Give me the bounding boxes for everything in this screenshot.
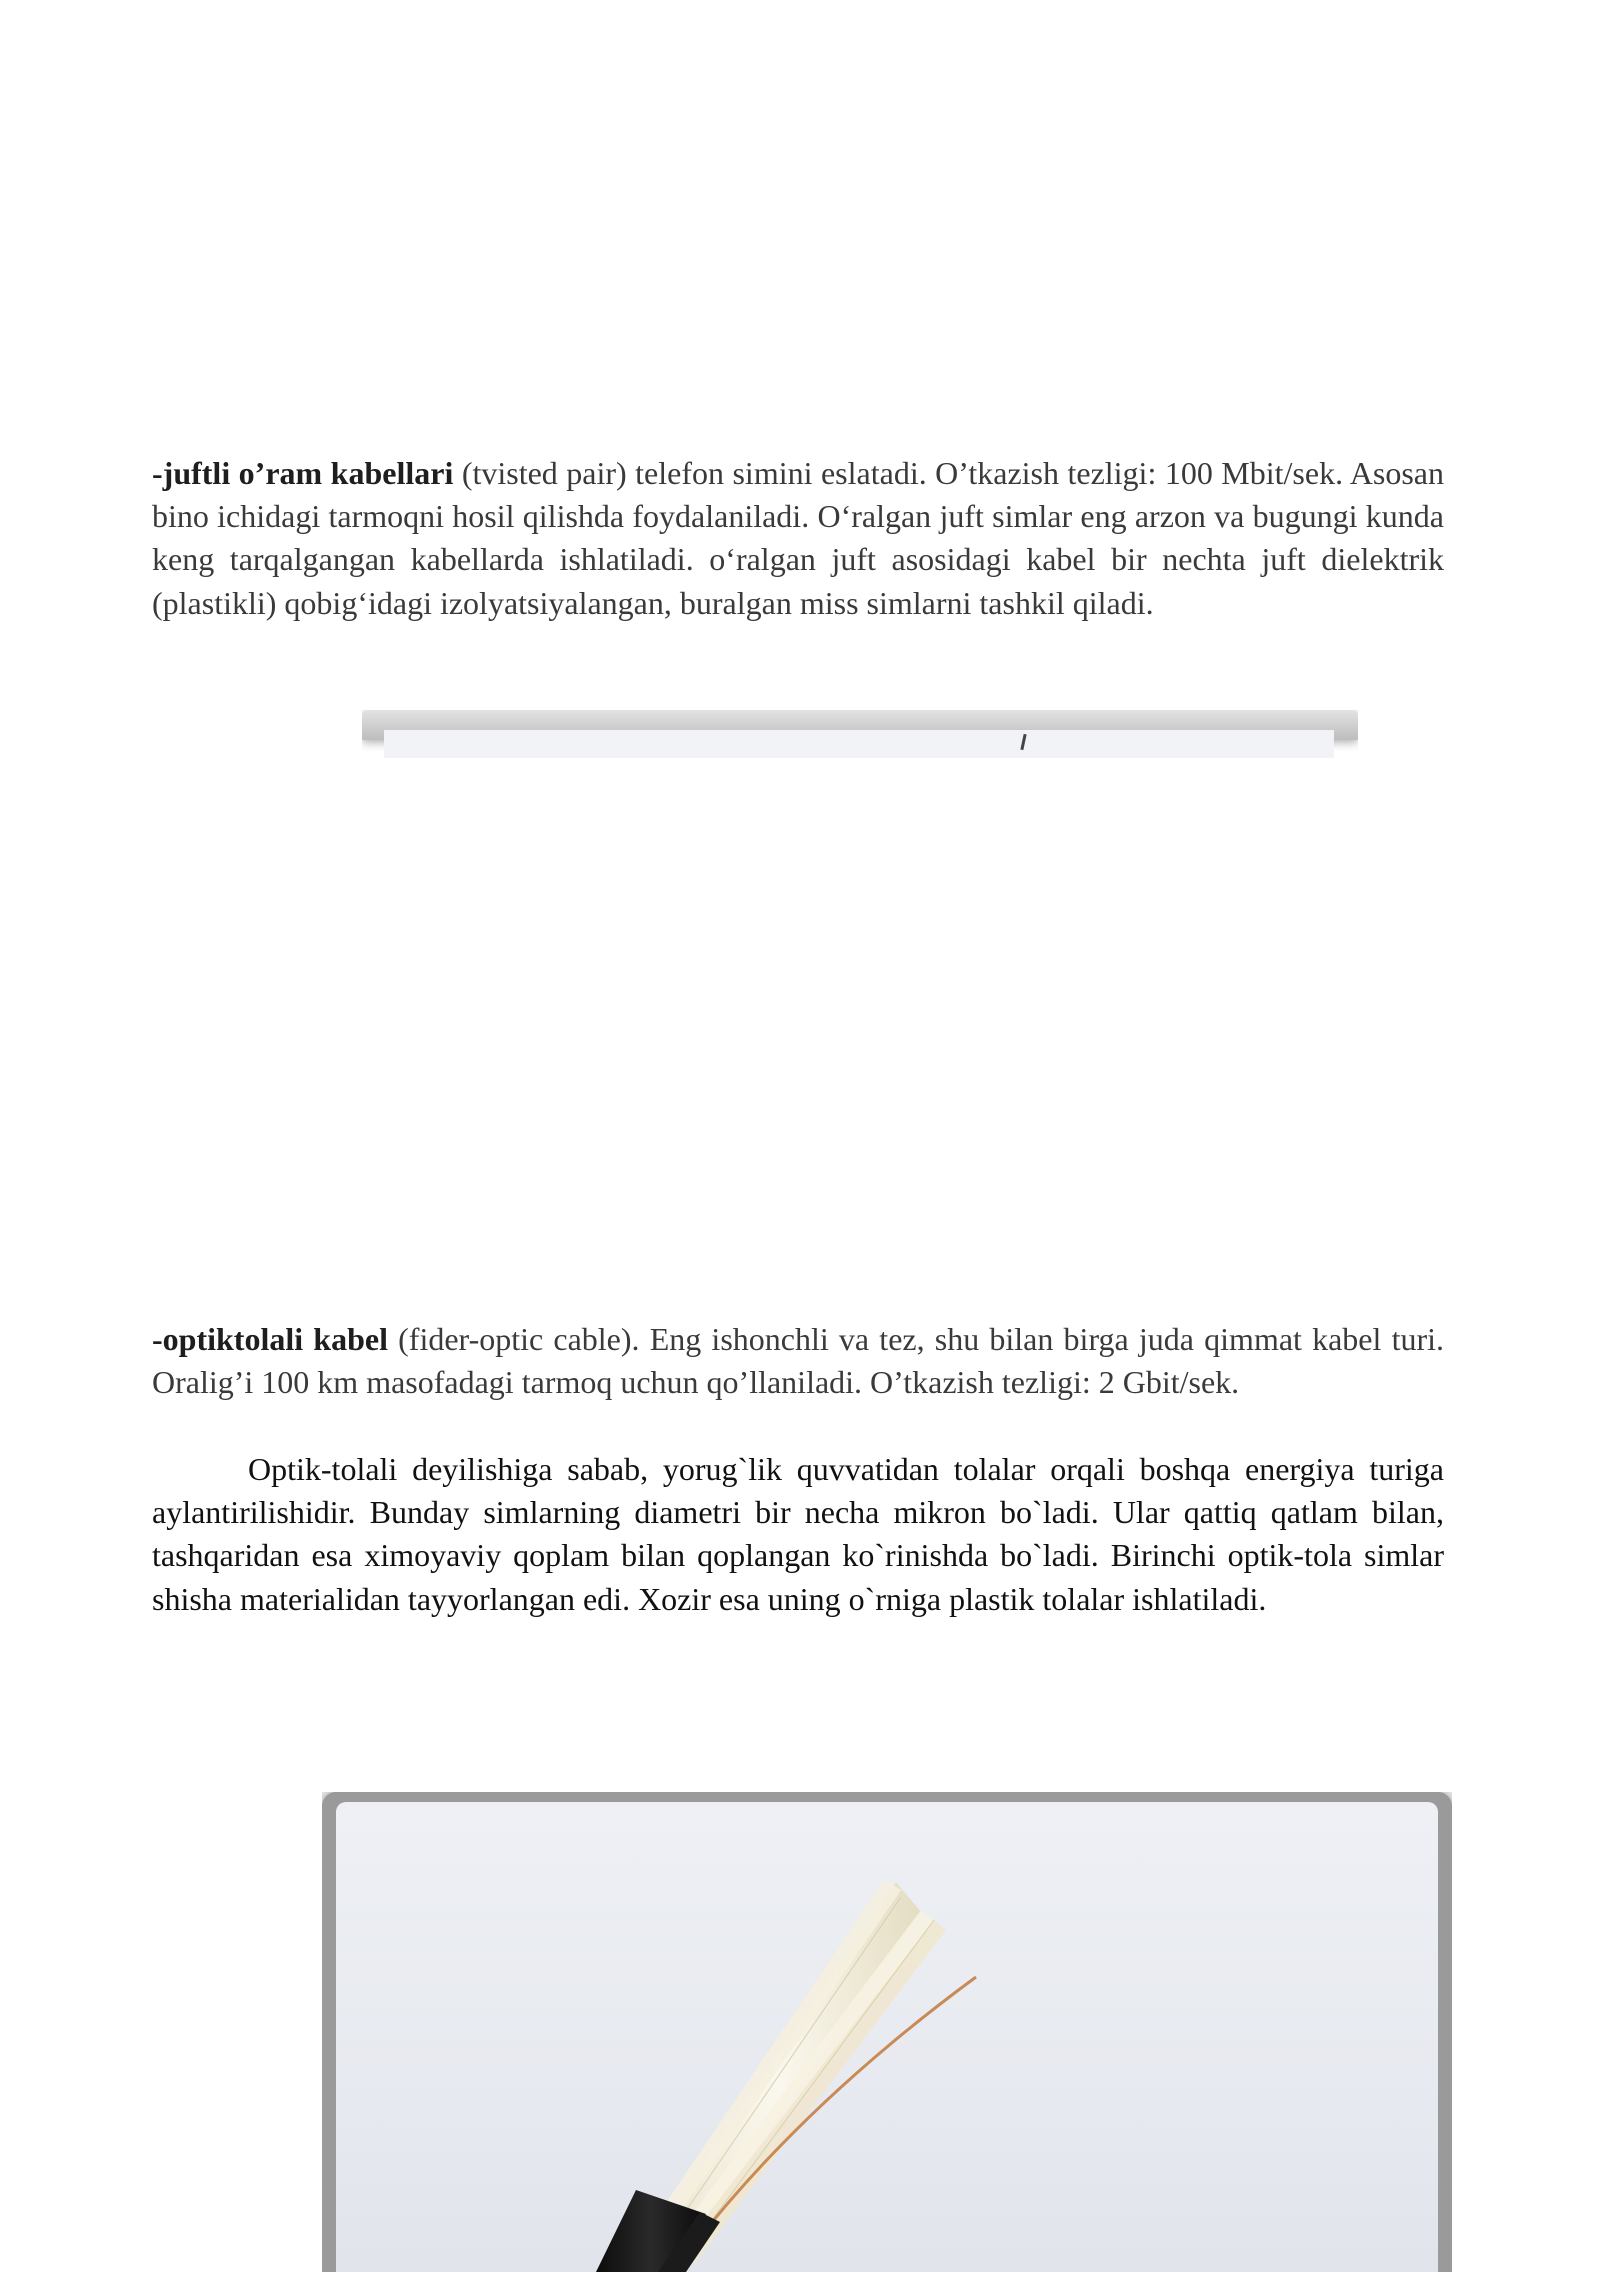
paragraph-fiber-optic xyxy=(152,1318,1444,1404)
twisted-pair-cable-image xyxy=(362,710,1358,758)
fiber-cable-illustration xyxy=(336,1802,1438,2272)
paragraph-fiber-optic-text: (fider-optic cable). Eng ishonchli va tez, shu bilan birga juda qimmat kabel turi. Oralig’i 100 km masofadagi tarmoq uchun qo’llaniladi. O’tkazish tezligi: 2 Gbit/sek. xyxy=(152,1321,1445,1401)
fiber-optic-cable-image xyxy=(322,1792,1452,2272)
image-canvas xyxy=(384,730,1334,758)
paragraph-fiber-explanation: Optik-tolali deyilishiga sabab, yorug`lik quvvatidan tolalar orqali boshqa energiya turiga aylantirilishidir. Bunday simlarning diametri bir necha mikron bo`ladi. Ular qattiq qatlam bilan, tashqaridan esa ximoyaviy qoplam bilan qoplangan ko`rinishda bo`ladi. Birinchi optik-tola simlar shisha materialidan tayyorlangan edi. Xozir esa uning o`rniga plastik tolalar ishlatiladi. xyxy=(152,1451,1444,1617)
paragraph-twisted-pair-text: (tvisted pair) telefon simini eslatadi. O’tkazish tezligi: 100 Mbit/sek. Asosan bino ichidagi tarmoqni hosil qilishda foydalaniladi. O‘ralgan juft simlar eng arzon va bugungi kunda keng tarqalgangan kabellarda ishlatiladi. o‘ralgan juft asosidagi kabel bir nechta juft dielektrik (plastikli) qobig‘idagi izolyatsiyalangan, buralgan miss simlarni tashkil qiladi. xyxy=(152,455,1445,621)
term-fiber-optic: -optiktolali kabel xyxy=(152,1321,388,1357)
paragraph-twisted-pair xyxy=(152,452,1444,625)
term-twisted-pair: -juftli o’ram kabellari xyxy=(152,455,454,491)
